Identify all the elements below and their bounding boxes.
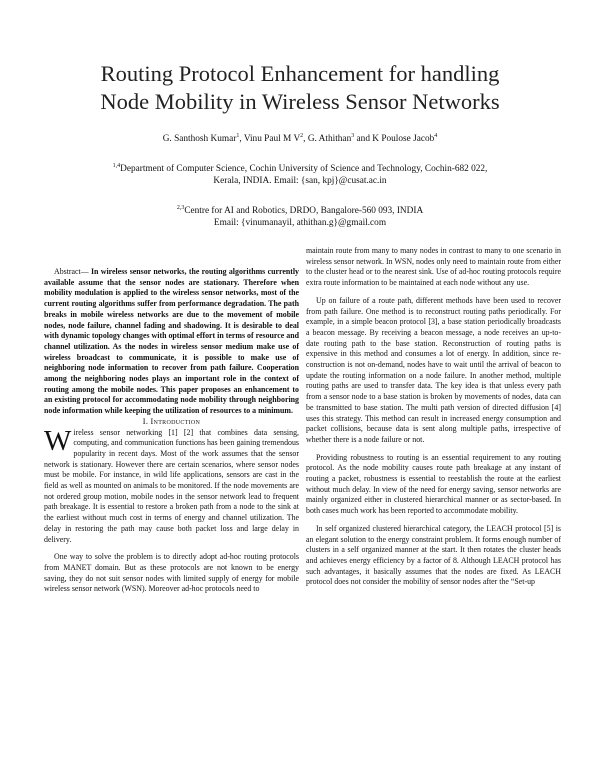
author-separator: , — [303, 134, 308, 144]
section-title: Introduction — [150, 416, 201, 426]
title-line-1: Routing Protocol Enhancement for handling — [100, 61, 500, 86]
author-affiliation-marker: 4 — [434, 132, 438, 139]
intro-paragraph-1-text: ireless sensor networking [1] [2] that combines data sensing, computing, and communication functions has been gaining tremendous popularity in recent days. Most of the work assumes that the sensor network is stationary. However there are certain scenarios, where sensor nodes must be mobile. For instance, in wild life applications, sensors are cast in the field as well as mounted on animals to be monitored. If the node movements are not ordered group motion, mobile nodes in the sensor network lead to frequent path breakage. It is essential to restore a broken path from a node to the sink at the earliest without much cost in terms of energy and channel utilization. The delay in restoring the path may cause both packet loss and large delay in delivery. — [44, 427, 299, 544]
author-list — [40, 133, 560, 145]
author-affiliation-marker: 2 — [300, 132, 304, 139]
right-paragraph-4: In self organized clustered hierarchical category, the LEACH protocol [5] is an elegant solution to the energy constraint problem. It forms enough number of clusters in a self organized manner at the start. It then rotates the cluster heads and achieves energy efficiency by a factor of 8. Although LEACH protocol has such advantages, it basically assumes that the nodes are fixed. As LEACH protocol does not consider the mobility of sensor nodes after the “Set-up — [306, 523, 561, 587]
author-name: K Poulose Jacob — [372, 134, 435, 144]
author-name: G. Santhosh Kumar — [162, 134, 237, 144]
affiliation-1-line-2: Kerala, INDIA. Email: {san, kpj}@cusat.ac.in — [213, 176, 387, 186]
left-column — [44, 267, 299, 595]
right-paragraph-1: maintain route from many to many nodes in contrast to many to one scenario in wireless sensor network. In WSN, nodes only need to maintain route from either to the cluster head or to the nearest sink. Use of ad-hoc routing protocols require extra route information to be maintained at each node without any use. — [306, 246, 561, 288]
abstract-label: Abstract— — [54, 267, 89, 276]
right-column — [306, 246, 561, 588]
paper-title — [40, 60, 560, 116]
section-number: I. — [142, 416, 149, 426]
affiliation-1-line-1 — [60, 163, 540, 175]
author-separator: and — [354, 134, 373, 144]
affiliation-2 — [60, 205, 540, 229]
affiliation-1 — [60, 163, 540, 187]
author-affiliation-marker: 1 — [236, 132, 240, 139]
affiliation-2-marker: 2,3 — [176, 204, 185, 211]
abstract — [44, 267, 299, 417]
section-heading-introduction — [44, 417, 299, 428]
intro-paragraph-2: One way to solve the problem is to directly adopt ad-hoc routing protocols from MANET domain. But as these protocols are not known to be energy saving, they do not suit sensor nodes with limited supply of energy for mobile wireless sensor network (WSN). Moreover ad-hoc protocols need to — [44, 552, 299, 594]
right-paragraph-3: Providing robustness to routing is an essential requirement to any routing protocol. As the node mobility causes route path breakage at any instant of routing a packet, robustness is essential to reestablish the route at the earliest without much delay. In view of the need for energy saving, sensor networks are mainly organized either in clustered hierarchical manner or as sector-based. In both cases much work has been reported to accommodate mobility. — [306, 452, 561, 516]
intro-paragraph-1 — [44, 424, 299, 546]
author-affiliation-marker: 3 — [351, 132, 355, 139]
author-name: G. Athithan — [307, 134, 352, 144]
title-line-2: Node Mobility in Wireless Sensor Networks — [100, 89, 500, 114]
affiliation-2-line-1 — [60, 205, 540, 217]
drop-cap: W — [44, 424, 72, 457]
affiliation-2-line-2: Email: {vinumanayil, athithan.g}@gmail.com — [213, 218, 387, 228]
author-name: Vinu Paul M V — [243, 134, 301, 144]
author-separator: , — [239, 134, 244, 144]
affiliation-1-text: Department of Computer Science, Cochin University of Science and Technology, Cochin-682 022, — [120, 164, 488, 174]
abstract-text: In wireless sensor networks, the routing algorithms currently available assume that the sensor nodes are stationary. Therefore when mobility modulation is applied to the wireless sensor networks, most of the current routing algorithms suffer from performance degradation. The path breaks in mobile wireless networks are due to the movement of mobile nodes, node failure, channel fading and shadowing. It is desirable to deal with dynamic topology changes with optimal effort in terms of resource and channel utilization. As the nodes in wireless sensor medium make use of wireless broadcast to communicate, it is possible to make use of neighboring node information to recover from path failure. Cooperation among the neighboring nodes plays an important role in the context of routing among the mobile nodes. This paper proposes an enhancement to an existing protocol for accommodating node mobility through neighboring node information while keeping the utilization of resources to a minimum. — [44, 267, 299, 416]
affiliation-1-marker: 1,4 — [112, 162, 121, 169]
right-paragraph-2: Up on failure of a route path, different methods have been used to recover from path failure. One method is to reconstruct routing paths periodically. For example, in a simple beacon protocol [3], a base station periodically broadcasts a beacon message. By receiving a beacon message, a node receives an up-to-date routing path to the base station. Reconstruction of routing paths is expensive in this method and consumes a lot of energy. In addition, since re-construction is not on-demand, nodes have to wait until the arrival of beacon to update the routing information on a node failure. In another method, multiple routing paths are used to transfer data. The key idea is that unless every path from a sensor node to a base station is broken by movements of nodes, data can be transmitted to base station. The multi path version of directed diffusion [4] uses this strategy. This method can result in increased energy consumption and packet collisions, because data is sent along multiple paths, irrespective of whether there is a node failure or not. — [306, 295, 561, 444]
affiliation-2-text: Centre for AI and Robotics, DRDO, Bangalore-560 093, INDIA — [184, 206, 424, 216]
